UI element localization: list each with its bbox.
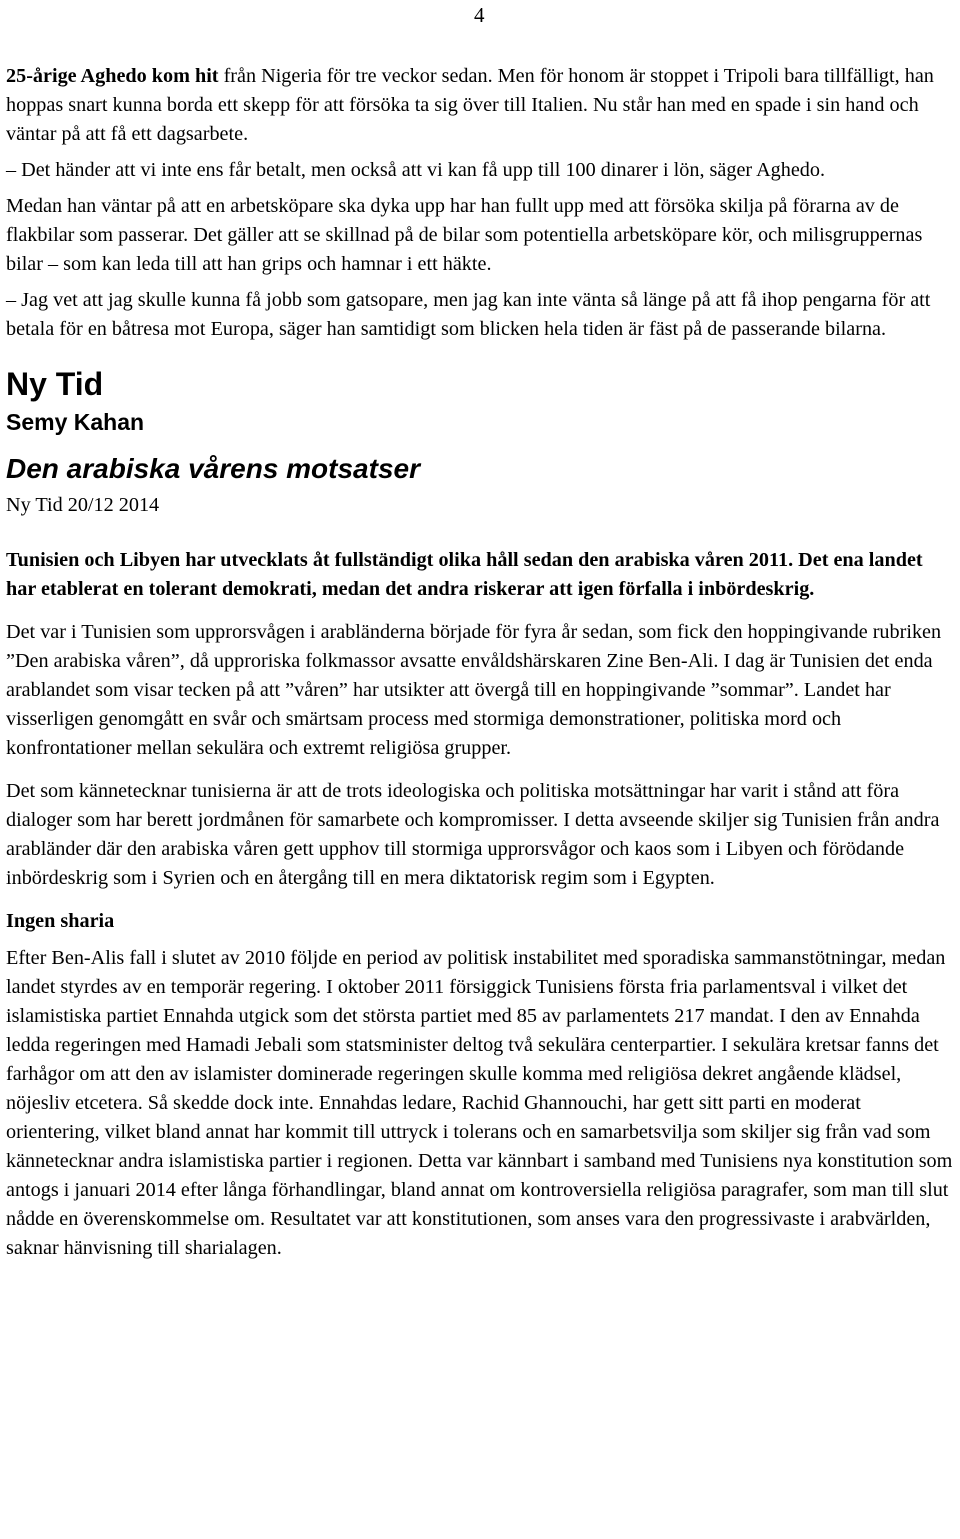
page-number: 4 bbox=[474, 3, 485, 27]
prev-article-paragraph-4: – Jag vet att jag skulle kunna få jobb som gatsopare, men jag kan inte vänta så länge på att få ihop pengarna för att betala för en båtresa mot Europa, säger han samtidigt som blicken hela tiden är fäst på de passerande bilarna. bbox=[6, 289, 931, 340]
prev-article-lead-bold: 25-årige Aghedo kom hit bbox=[6, 65, 219, 87]
author-name: Semy Kahan bbox=[6, 409, 145, 435]
prev-article-paragraph-1-text: från Nigeria för tre veckor sedan. Men för honom är stoppet i Tripoli bara tillfälligt, han hoppas snart kunna borda ett skepp för att försöka ta sig över till Italien. Nu står han med en spade i sin hand och väntar på att få ett dagsarbete. bbox=[6, 65, 934, 145]
document-body bbox=[6, 62, 956, 1263]
article-ingress: Tunisien och Libyen har utvecklats åt fullständigt olika håll sedan den arabiska våren 2011. Det ena landet har etablerat en tolerant demokrati, medan det andra riskerar att igen förfalla i inbördeskrig. bbox=[6, 549, 923, 600]
article-paragraph-2: Det som kännetecknar tunisierna är att de trots ideologiska och politiska motsättningar har varit i stånd att föra dialoger som har berett jordmånen för samarbete och kompromisser. I detta avseende skiljer sig Tunisien från andra arabländer där den arabiska våren gett upphov till stormiga upprorsvågor och kaos som i Libyen och förödande inbördeskrig som i Syrien och en återgång till en mera diktatorisk regim som i Egypten. bbox=[6, 780, 940, 889]
article-headline: Den arabiska vårens motsatser bbox=[6, 453, 420, 484]
article-paragraph-3: Efter Ben-Alis fall i slutet av 2010 följde en period av politisk instabilitet med sporadiska sammanstötningar, medan landet styrdes av en temporär regering. I oktober 2011 försiggick Tunisiens första fria parlamentsval i vilket det islamistiska partiet Ennahda utgick som det största partiet med 85 av parlamentets 217 mandat. I den av Ennahda ledda regeringen med Hamadi Jebali som statsminister deltog två sekulära centerpartier. I sekulära kretsar fanns det farhågor om att den av islamister dominerade regeringen skulle komma med religiösa dekret angående klädsel, nöjesliv etcetera. Så skedde dock inte. Ennahdas ledare, Rachid Ghannouchi, har gett sitt parti en moderat orientering, vilket bland annat har kommit till uttryck i tolerans och en samarbetsvilja som skiljer sig från vad som kännetecknar andra islamistiska partier i regionen. Detta var kännbart i samband med Tunisiens nya konstitution som antogs i januari 2014 efter långa förhandlingar, bland annat om kontroversiella religiösa paragrafer, som man till slut nådde en överenskommelse om. Resultatet var att konstitutionen, som anses vara den progressivaste i arabvärlden, saknar hänvisning till sharialagen. bbox=[6, 947, 953, 1259]
publication-title: Ny Tid bbox=[6, 366, 104, 402]
prev-article-paragraph-1 bbox=[6, 62, 956, 149]
article-subheading: Ingen sharia bbox=[6, 910, 115, 932]
prev-article-paragraph-3: Medan han väntar på att en arbetsköpare ska dyka upp har han fullt upp med att försöka skilja på förarna av de flakbilar som passerar. Det gäller att se skillnad på de bilar som potentiella arbetsköpare kör, och milisgruppernas bilar – som kan leda till att han grips och hamnar i ett häkte. bbox=[6, 195, 923, 275]
article-dateline: Ny Tid 20/12 2014 bbox=[6, 494, 160, 516]
prev-article-paragraph-2: – Det händer att vi inte ens får betalt, men också att vi kan få upp till 100 dinarer i lön, säger Aghedo. bbox=[6, 159, 826, 181]
article-paragraph-1: Det var i Tunisien som upprorsvågen i arabländerna började för fyra år sedan, som fick den hoppingivande rubriken ”Den arabiska våren”, då upproriska folkmassor avsatte envåldshärskaren Zine Ben-Ali. I dag är Tunisien det enda arablandet som visar tecken på att ”våren” har utsikter att övergå till en hoppingivande ”sommar”. Landet har visserligen genomgått en svår och smärtsam process med stormiga demonstrationer, politiska mord och konfrontationer mellan sekulära och extremt religiösa grupper. bbox=[6, 621, 942, 759]
